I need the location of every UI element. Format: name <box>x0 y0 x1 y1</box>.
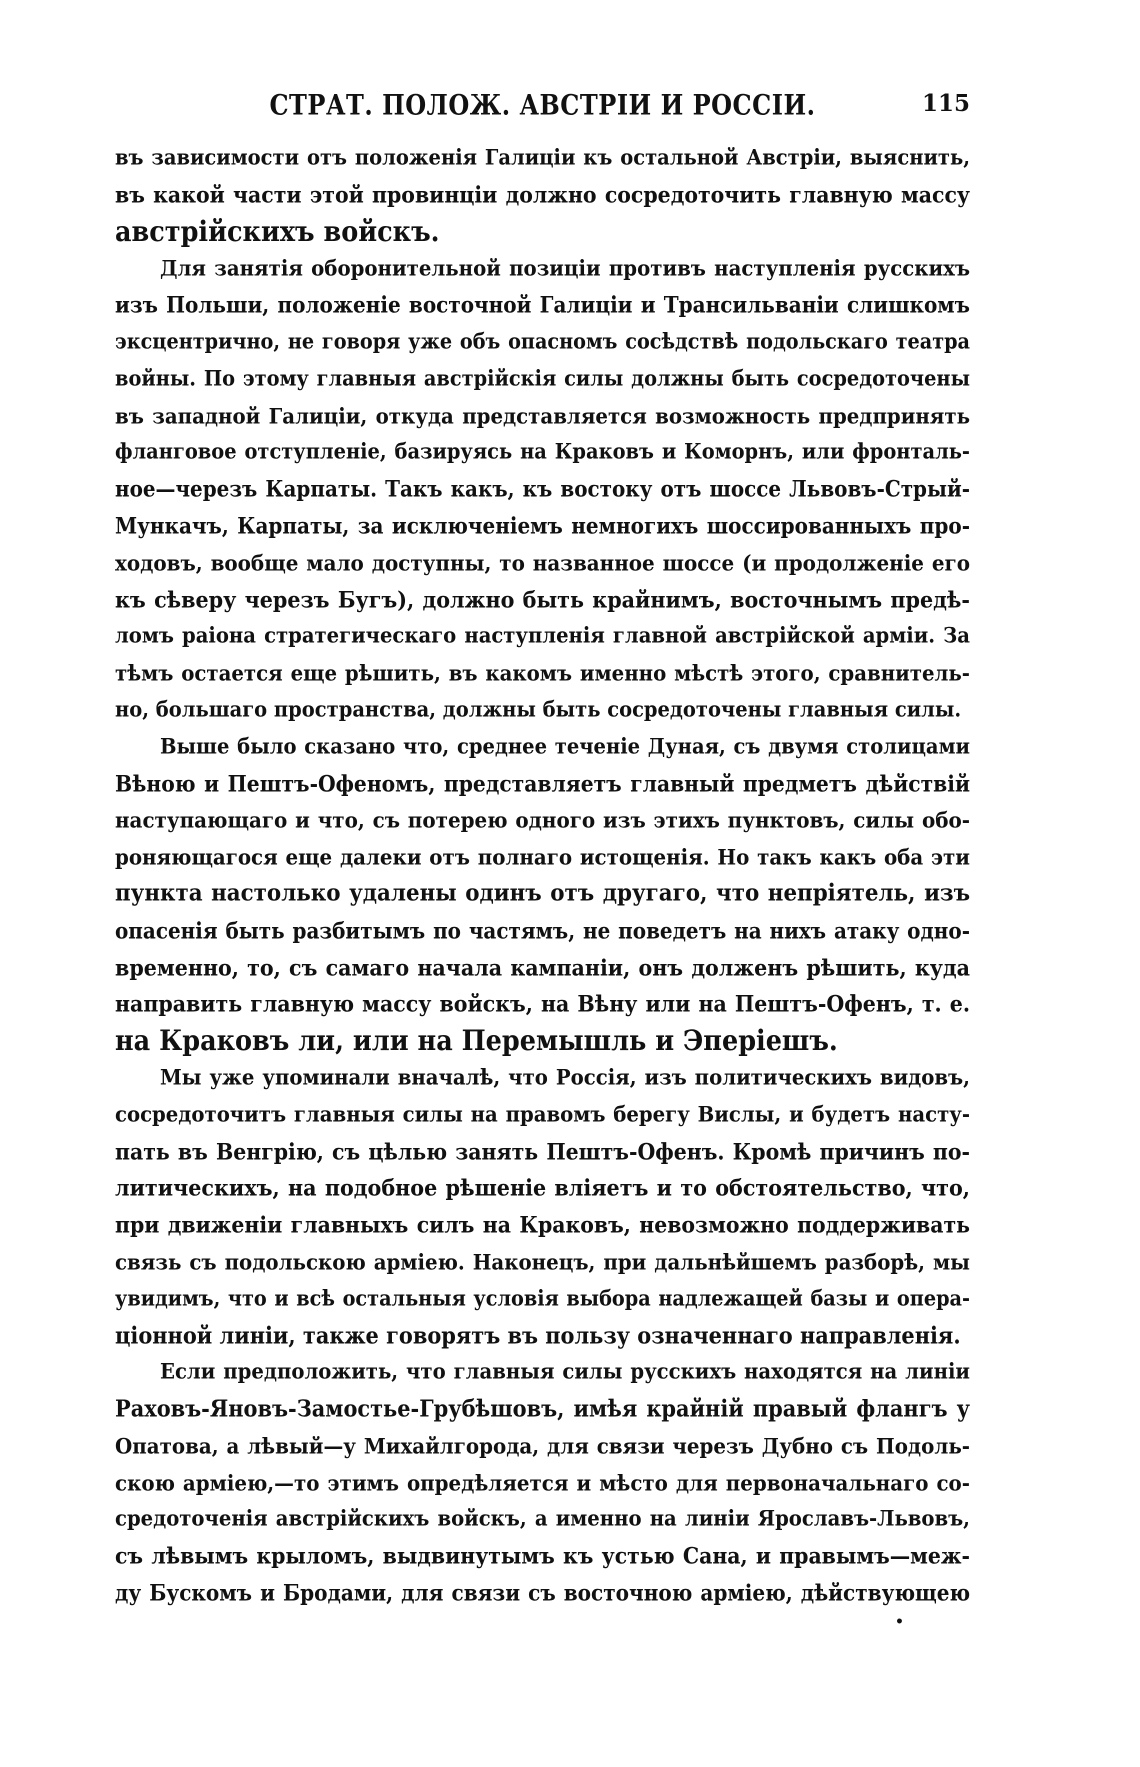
text-line: въ зависимости отъ положенія Галиціи къ остальной Австріи, выяснить, <box>115 144 970 171</box>
text-line: Мункачъ, Карпаты, за исключеніемъ немногихъ шоссированныхъ про- <box>115 512 970 540</box>
page-number: 115 <box>921 90 970 117</box>
text-line: тѣмъ остается еще рѣшить, въ какомъ именно мѣстѣ этого, сравнитель- <box>115 659 970 687</box>
text-line: скою арміею,—то этимъ опредѣляется и мѣсто для первоначальнаго со- <box>115 1469 970 1496</box>
text-line: связь съ подольскою арміею. Наконецъ, при дальнѣйшемъ разборѣ, мы <box>115 1248 970 1276</box>
text-line: ціонной линіи, также говорятъ въ пользу означеннаго направленія. <box>115 1321 961 1349</box>
text-line: войны. По этому главныя австрійскія силы должны быть сосредоточены <box>115 365 970 391</box>
text-line: ное—черезъ Карпаты. Такъ какъ, къ востоку отъ шоссе Львовъ-Стрый- <box>115 475 970 503</box>
text-line: Для занятія оборонительной позиціи противъ наступленія русскихъ <box>160 255 970 282</box>
text-line: опасенія быть разбитымъ по частямъ, не поведетъ на нихъ атаку одно- <box>115 917 970 944</box>
running-title: СТРАТ. ПОЛОЖ. АВСТРІИ И РОССІИ. <box>269 87 816 122</box>
stray-print-mark: • <box>895 1614 904 1630</box>
text-line: пать въ Венгрію, съ цѣлью занять Пештъ-Офенъ. Кромѣ причинъ по- <box>115 1138 970 1165</box>
text-line: съ лѣвымъ крыломъ, выдвинутымъ къ устью Сана, и правымъ—меж- <box>115 1543 970 1570</box>
text-line: къ сѣверу черезъ Бугъ), должно быть крайнимъ, восточнымъ предѣ- <box>115 586 970 613</box>
text-line: фланговое отступленіе, базируясь на Краковъ и Коморнъ, или фронталь- <box>115 439 970 465</box>
text-line: на Краковъ ли, или на Перемышль и Эперіешъ. <box>115 1024 838 1058</box>
text-line: наступающаго и что, съ потерею одного изъ этихъ пунктовъ, силы обо- <box>115 807 970 834</box>
text-line: пункта настолько удалены одинъ отъ другаго, что непріятель, изъ <box>115 879 970 908</box>
text-line: Вѣною и Пештъ-Офеномъ, представляетъ главный предметъ дѣйствій <box>115 770 970 797</box>
text-line: Раховъ-Яновъ-Замостье-Грубѣшовъ, имѣя крайній правый флангъ у <box>115 1394 970 1423</box>
text-line: Выше было сказано что, среднее теченіе Дуная, съ двумя столицами <box>160 733 970 759</box>
text-line: въ западной Галиціи, откуда представляется возможность предпринять <box>115 402 970 429</box>
text-line: увидимъ, что и всѣ остальныя условія выбора надлежащей базы и опера- <box>115 1285 970 1311</box>
text-line: направить главную массу войскъ, на Вѣну или на Пештъ-Офенъ, т. е. <box>115 991 970 1018</box>
text-line: изъ Польши, положеніе восточной Галиціи и Трансильваніи слишкомъ <box>115 291 970 319</box>
page-header <box>115 87 970 130</box>
text-line: эксцентрично, не говоря уже объ опасномъ сосѣдствѣ подольскаго театра <box>115 328 970 355</box>
text-line: въ какой части этой провинціи должно сосредоточить главную массу <box>115 181 970 208</box>
text-line: ходовъ, вообще мало доступны, то названное шоссе (и продолженіе его <box>115 549 970 576</box>
text-line: сосредоточитъ главныя силы на правомъ берегу Вислы, и будетъ насту- <box>115 1101 970 1127</box>
body-text <box>115 140 970 1612</box>
text-line: роняющагося еще далеки отъ полнаго истощенія. Но такъ какъ оба эти <box>115 843 970 871</box>
text-line: Мы уже упоминали вначалѣ, что Россія, изъ политическихъ видовъ, <box>160 1064 970 1090</box>
text-line: но, большаго пространства, должны быть сосредоточены главныя силы. <box>115 696 962 723</box>
text-line: Если предположить, что главныя силы русскихъ находятся на линіи <box>160 1359 970 1385</box>
text-line: временно, то, съ самаго начала кампаніи, онъ долженъ рѣшить, куда <box>115 954 970 981</box>
text-line: при движеніи главныхъ силъ на Краковъ, невозможно поддерживать <box>115 1211 970 1239</box>
text-line: литическихъ, на подобное рѣшеніе вліяетъ и то обстоятельство, что, <box>115 1175 970 1202</box>
text-line: средоточенія австрійскихъ войскъ, а именно на линіи Ярославъ-Львовъ, <box>115 1506 970 1532</box>
text-line: австрійскихъ войскъ. <box>115 215 440 249</box>
text-line: Опатова, а лѣвый—у Михайлгорода, для связи черезъ Дубно съ Подоль- <box>115 1432 970 1460</box>
text-line: ду Бускомъ и Бродами, для связи съ восточною арміею, дѣйствующею <box>115 1579 970 1607</box>
text-line: ломъ раіона стратегическаго наступленія главной австрійской арміи. За <box>115 623 970 649</box>
